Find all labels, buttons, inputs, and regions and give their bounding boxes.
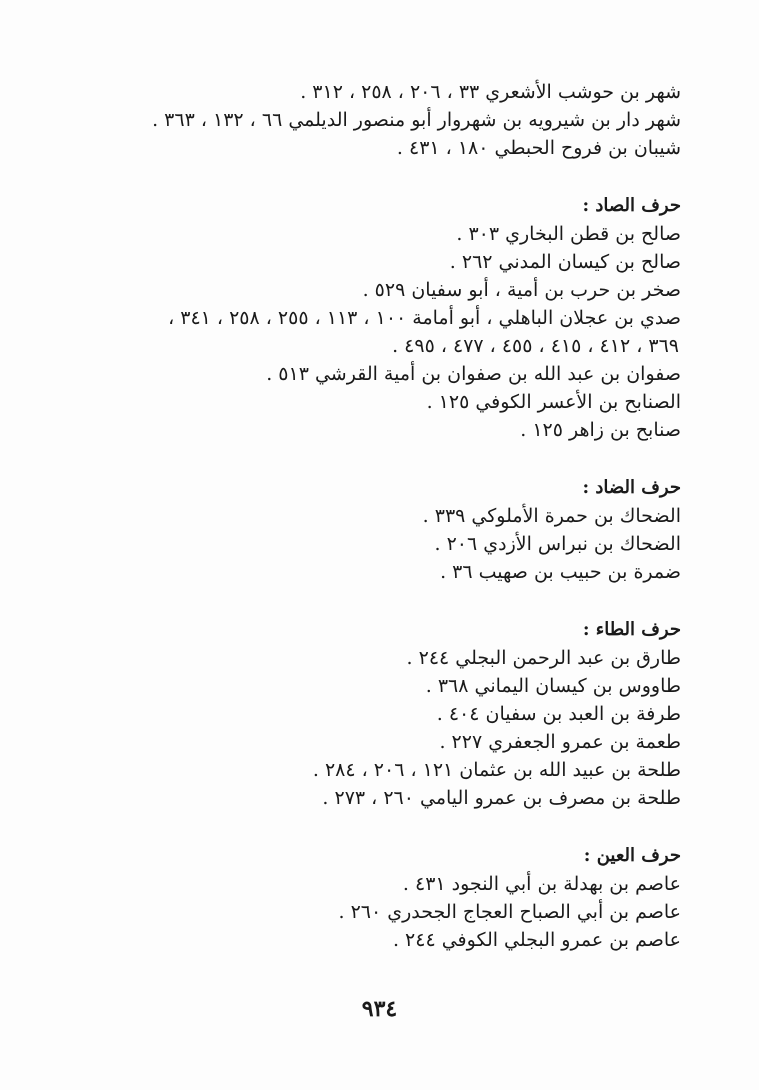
index-entry: ضمرة بن حبيب بن صهيب ٣٦ . xyxy=(440,561,681,583)
index-entry: الصنابح بن الأعسر الكوفي ١٢٥ . xyxy=(426,391,681,413)
index-entry: الضحاك بن حمرة الأملوكي ٣٣٩ . xyxy=(422,505,681,527)
index-entry: صفوان بن عبد الله بن صفوان بن أمية القرشي ٥١٣ . xyxy=(266,363,681,385)
index-entry: عاصم بن أبي الصباح العجاج الجحدري ٢٦٠ . xyxy=(338,901,681,923)
index-entry: صخر بن حرب بن أمية ، أبو سفيان ٥٢٩ . xyxy=(362,279,681,301)
index-entry: الضحاك بن نبراس الأزدي ٢٠٦ . xyxy=(434,533,681,555)
index-entry: شهر بن حوشب الأشعري ٣٣ ، ٢٠٦ ، ٢٥٨ ، ٣١٢ . xyxy=(300,81,681,103)
section-heading-ta: حرف الطاء : xyxy=(582,619,681,640)
index-entry: صنابح بن زاهر ١٢٥ . xyxy=(520,419,681,441)
section-heading-ain: حرف العين : xyxy=(583,845,681,866)
index-entry: صدي بن عجلان الباهلي ، أبو أمامة ١٠٠ ، ١١٣ ، ٢٥٥ ، ٢٥٨ ، ٣٤١ ، xyxy=(168,307,681,329)
index-entry: طعمة بن عمرو الجعفري ٢٢٧ . xyxy=(439,731,681,753)
index-entry: شهر دار بن شيرويه بن شهروار أبو منصور الديلمي ٦٦ ، ١٣٢ ، ٣٦٣ . xyxy=(152,109,681,131)
index-entry: طاووس بن كيسان اليماني ٣٦٨ . xyxy=(425,675,681,697)
index-content xyxy=(60,78,681,954)
index-entry-continuation: ٣٦٩ ، ٤١٢ ، ٤١٥ ، ٤٥٥ ، ٤٧٧ ، ٤٩٥ . xyxy=(392,335,679,357)
index-entry: عاصم بن عمرو البجلي الكوفي ٢٤٤ . xyxy=(392,929,681,951)
index-entry: صالح بن كيسان المدني ٢٦٢ . xyxy=(449,251,681,273)
index-entry: طارق بن عبد الرحمن البجلي ٢٤٤ . xyxy=(406,647,681,669)
index-entry: عاصم بن بهدلة بن أبي النجود ٤٣١ . xyxy=(402,873,681,895)
index-entry: طرفة بن العبد بن سفيان ٤٠٤ . xyxy=(436,703,681,725)
section-heading-dad: حرف الضاد : xyxy=(582,477,681,498)
index-entry: طلحة بن عبيد الله بن عثمان ١٢١ ، ٢٠٦ ، ٢٨٤ . xyxy=(312,759,681,781)
index-entry: شيبان بن فروح الحبطي ١٨٠ ، ٤٣١ . xyxy=(396,137,681,159)
index-entry: طلحة بن مصرف بن عمرو اليامي ٢٦٠ ، ٢٧٣ . xyxy=(322,787,681,809)
index-entry: صالح بن قطن البخاري ٣٠٣ . xyxy=(456,223,681,245)
section-heading-sad: حرف الصاد : xyxy=(582,195,681,216)
page-number: ٩٣٤ xyxy=(361,996,398,1022)
